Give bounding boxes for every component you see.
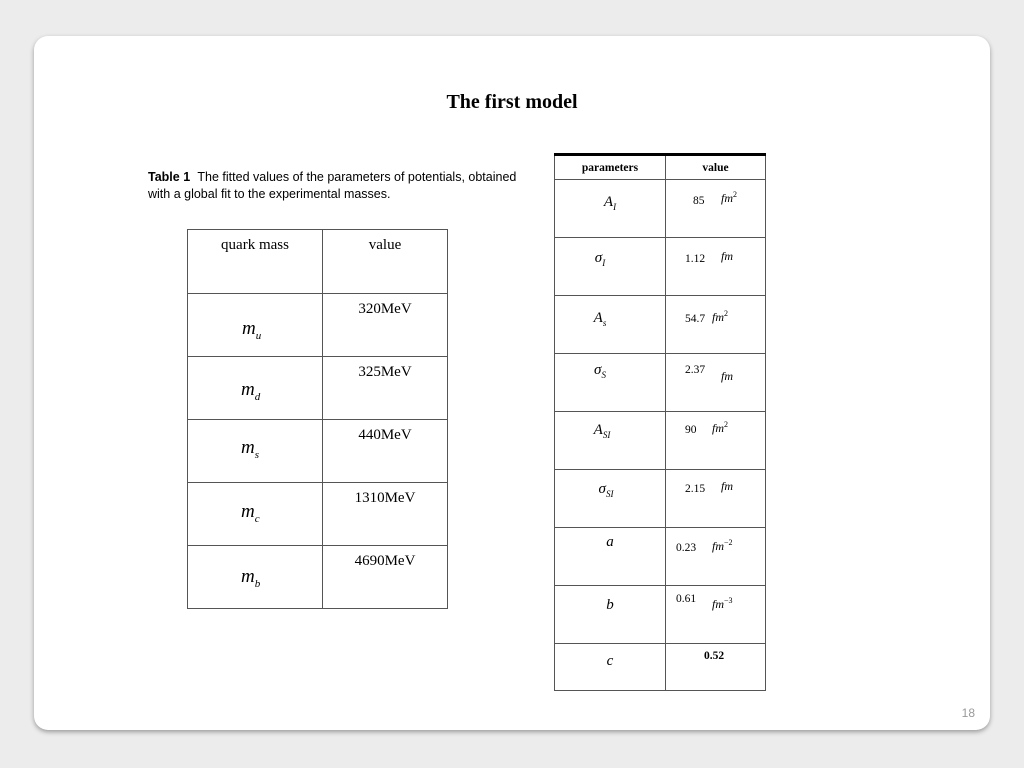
param-unit: fm bbox=[721, 369, 733, 383]
table-row bbox=[188, 546, 448, 609]
param-unit: fm bbox=[721, 479, 733, 493]
table-row bbox=[188, 420, 448, 483]
quark-symbol: $m_c$ bbox=[241, 501, 260, 525]
slide bbox=[34, 36, 990, 730]
quark-symbol: $m_d$ bbox=[241, 379, 261, 403]
param-unit: $fm^2$ bbox=[712, 420, 728, 435]
table-row bbox=[555, 412, 766, 470]
param-symbol: a bbox=[606, 534, 614, 550]
param-unit: $fm^2$ bbox=[712, 309, 728, 324]
param-value: 1.12 bbox=[685, 253, 706, 265]
quark-symbol: $m_b$ bbox=[241, 566, 261, 590]
param-unit: $fm^{-2}$ bbox=[712, 538, 733, 553]
parameters-header: parameters bbox=[555, 155, 666, 180]
param-symbol: $A_{SI}$ bbox=[593, 422, 611, 440]
param-symbol: $\sigma_{SI}$ bbox=[598, 481, 614, 499]
param-value: 0.23 bbox=[676, 542, 697, 554]
caption-label: Table 1 bbox=[148, 170, 191, 184]
table-row bbox=[555, 470, 766, 528]
param-unit: $fm^{-3}$ bbox=[712, 596, 733, 611]
parameters-table bbox=[554, 153, 766, 691]
param-symbol: $\sigma_S$ bbox=[594, 362, 606, 380]
param-value: 54.7 bbox=[685, 313, 706, 325]
caption-text: The fitted values of the parameters of potentials, obtained with a global fit to the experimental masses. bbox=[148, 170, 517, 201]
table-row bbox=[555, 586, 766, 644]
table-row bbox=[555, 238, 766, 296]
param-value: 0.61 bbox=[676, 593, 697, 605]
quark-mass-header: quark mass bbox=[188, 230, 323, 294]
table-row bbox=[188, 357, 448, 420]
param-symbol: $A_s$ bbox=[593, 310, 607, 328]
param-value: 90 bbox=[685, 424, 697, 436]
quark-value: 325MeV bbox=[323, 357, 448, 420]
table-row bbox=[555, 528, 766, 586]
value-header: value bbox=[323, 230, 448, 294]
table-row bbox=[555, 354, 766, 412]
quark-value: 320MeV bbox=[323, 294, 448, 357]
param-symbol: c bbox=[606, 653, 614, 669]
table-caption bbox=[148, 169, 538, 203]
quark-symbol: $m_u$ bbox=[242, 318, 262, 342]
quark-mass-table bbox=[187, 229, 448, 609]
param-symbol: $\sigma_I$ bbox=[594, 250, 606, 268]
param-value: 0.52 bbox=[704, 650, 725, 662]
page-number: 18 bbox=[961, 706, 975, 720]
table-row bbox=[188, 483, 448, 546]
table-row bbox=[188, 294, 448, 357]
table-row bbox=[555, 180, 766, 238]
slide-title: The first model bbox=[446, 91, 578, 113]
param-value: 85 bbox=[693, 195, 705, 207]
param-symbol: b bbox=[606, 597, 614, 613]
param-symbol: $A_I$ bbox=[603, 194, 617, 212]
table-row bbox=[555, 644, 766, 691]
quark-symbol: $m_s$ bbox=[241, 437, 260, 461]
param-value: 2.15 bbox=[685, 483, 706, 495]
quark-value: 4690MeV bbox=[323, 546, 448, 609]
table-header-row bbox=[555, 155, 766, 180]
table-row bbox=[555, 296, 766, 354]
quark-value: 1310MeV bbox=[323, 483, 448, 546]
table-header-row bbox=[188, 230, 448, 294]
param-unit: fm bbox=[721, 249, 733, 263]
quark-value: 440MeV bbox=[323, 420, 448, 483]
value-header: value bbox=[666, 155, 766, 180]
param-value: 2.37 bbox=[685, 364, 706, 376]
param-unit: $fm^2$ bbox=[721, 190, 737, 205]
